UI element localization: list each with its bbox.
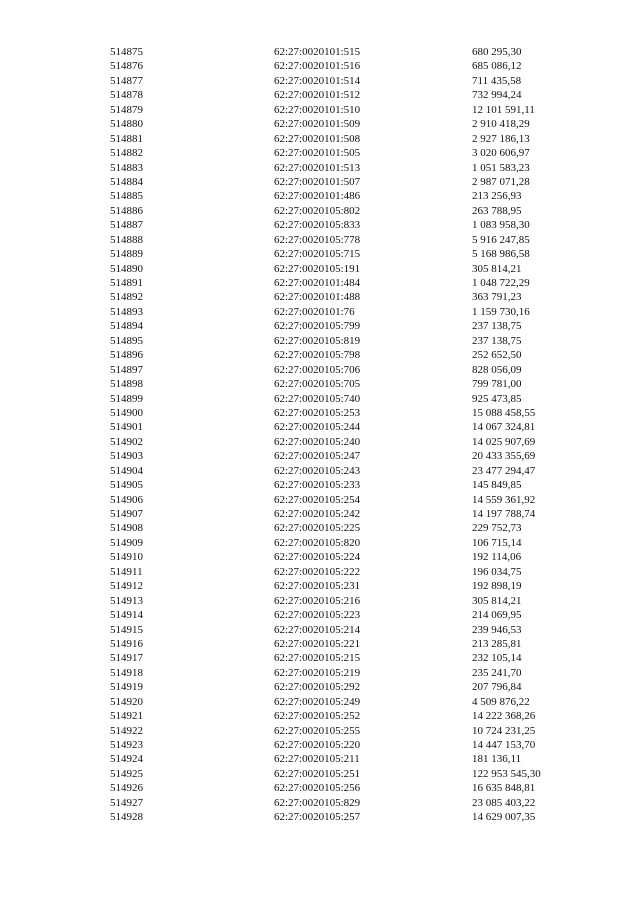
row-number-cell: 514887 — [110, 219, 143, 232]
cadastral-number-cell: 62:27:0020105:292 — [274, 681, 361, 694]
cadastral-number-cell: 62:27:0020105:219 — [274, 666, 361, 679]
cadastral-number-cell: 62:27:0020105:247 — [274, 450, 361, 463]
table-row — [0, 204, 640, 218]
cadastral-number-cell: 62:27:0020105:221 — [274, 637, 361, 650]
cadastral-number-cell: 62:27:0020101:484 — [274, 277, 361, 289]
value-cell: 14 222 368,26 — [472, 710, 536, 723]
row-number-cell: 514912 — [110, 580, 143, 593]
row-number-cell: 514885 — [110, 190, 143, 203]
value-cell: 5 168 986,58 — [472, 248, 530, 261]
table-row — [0, 752, 640, 766]
cadastral-number-cell: 62:27:0020105:820 — [274, 536, 361, 549]
value-cell: 213 256,93 — [472, 190, 522, 203]
row-number-cell: 514927 — [110, 796, 143, 809]
table-row — [0, 565, 640, 579]
cadastral-number-cell: 62:27:0020105:224 — [274, 551, 361, 564]
value-cell: 711 435,58 — [472, 74, 522, 87]
cadastral-number-cell: 62:27:0020105:256 — [274, 782, 361, 795]
cadastral-number-cell: 62:27:0020101:486 — [274, 190, 361, 203]
cadastral-number-cell: 62:27:0020105:249 — [274, 695, 361, 708]
table-row — [0, 348, 640, 362]
row-number-cell: 514899 — [110, 392, 143, 405]
row-number-cell: 514905 — [110, 479, 143, 492]
cadastral-number-cell: 62:27:0020101:76 — [274, 305, 355, 318]
cadastral-number-cell: 62:27:0020101:488 — [274, 291, 361, 304]
table-row — [0, 594, 640, 608]
row-number-cell: 514888 — [110, 233, 143, 246]
table-row — [0, 175, 640, 189]
row-number-cell: 514877 — [110, 74, 143, 87]
value-cell: 5 916 247,85 — [472, 233, 530, 246]
table-row — [0, 449, 640, 463]
value-cell: 685 086,12 — [472, 60, 522, 73]
cadastral-number-cell: 62:27:0020105:211 — [274, 753, 360, 766]
table-row — [0, 247, 640, 261]
cadastral-number-cell: 62:27:0020101:512 — [274, 89, 361, 102]
table-row — [0, 666, 640, 680]
cadastral-number-cell: 62:27:0020105:802 — [274, 204, 361, 217]
row-number-cell: 514928 — [110, 811, 143, 824]
value-cell: 145 849,85 — [472, 479, 522, 492]
row-number-cell: 514908 — [110, 522, 143, 535]
cadastral-number-cell: 62:27:0020105:706 — [274, 363, 361, 376]
table-row — [0, 493, 640, 507]
row-number-cell: 514896 — [110, 349, 143, 362]
row-number-cell: 514916 — [110, 637, 143, 650]
table-row — [0, 334, 640, 348]
row-number-cell: 514895 — [110, 334, 143, 347]
value-cell: 1 048 722,29 — [472, 277, 530, 289]
row-number-cell: 514924 — [110, 753, 143, 766]
table-row — [0, 478, 640, 492]
row-number-cell: 514920 — [110, 695, 143, 708]
table-row — [0, 579, 640, 593]
table-row — [0, 623, 640, 637]
cadastral-number-cell: 62:27:0020105:252 — [274, 710, 361, 723]
value-cell: 3 020 606,97 — [472, 147, 530, 160]
table-row — [0, 262, 640, 276]
table-row — [0, 74, 640, 88]
value-cell: 680 295,30 — [472, 46, 522, 58]
table-row — [0, 536, 640, 550]
value-cell: 252 652,50 — [472, 349, 522, 362]
table-row — [0, 420, 640, 434]
row-number-cell: 514925 — [110, 767, 143, 780]
cadastral-number-cell: 62:27:0020105:819 — [274, 334, 361, 347]
table-row — [0, 651, 640, 665]
table-row — [0, 218, 640, 232]
cadastral-number-cell: 62:27:0020101:515 — [274, 46, 361, 58]
table-row — [0, 767, 640, 781]
table-row — [0, 796, 640, 810]
value-cell: 4 509 876,22 — [472, 695, 530, 708]
table-row — [0, 161, 640, 175]
value-cell: 14 629 007,35 — [472, 811, 536, 824]
table-row — [0, 363, 640, 377]
table-row — [0, 45, 640, 59]
table-row — [0, 117, 640, 131]
row-number-cell: 514900 — [110, 406, 143, 419]
value-cell: 192 114,06 — [472, 551, 522, 564]
value-cell: 122 953 545,30 — [472, 767, 541, 780]
row-number-cell: 514883 — [110, 161, 143, 174]
cadastral-number-cell: 62:27:0020105:705 — [274, 378, 361, 391]
value-cell: 235 241,70 — [472, 666, 522, 679]
row-number-cell: 514911 — [110, 565, 143, 578]
value-cell: 2 910 418,29 — [472, 118, 530, 131]
value-cell: 2 987 071,28 — [472, 175, 530, 188]
cadastral-number-cell: 62:27:0020105:253 — [274, 406, 361, 419]
value-cell: 20 433 355,69 — [472, 450, 536, 463]
cadastral-number-cell: 62:27:0020101:510 — [274, 103, 361, 116]
table-row — [0, 290, 640, 304]
value-cell: 15 088 458,55 — [472, 406, 536, 419]
value-cell: 23 477 294,47 — [472, 464, 536, 477]
cadastral-number-cell: 62:27:0020105:798 — [274, 349, 361, 362]
cadastral-number-cell: 62:27:0020105:223 — [274, 609, 361, 622]
row-number-cell: 514881 — [110, 132, 143, 145]
value-cell: 828 056,09 — [472, 363, 522, 376]
cadastral-number-cell: 62:27:0020105:243 — [274, 464, 361, 477]
cadastral-number-cell: 62:27:0020105:222 — [274, 565, 361, 578]
table-row — [0, 637, 640, 651]
row-number-cell: 514884 — [110, 175, 143, 188]
row-number-cell: 514926 — [110, 782, 143, 795]
value-cell: 14 025 907,69 — [472, 435, 536, 448]
table-row — [0, 305, 640, 319]
cadastral-number-cell: 62:27:0020105:231 — [274, 580, 361, 593]
cadastral-number-cell: 62:27:0020105:799 — [274, 320, 361, 333]
cadastral-number-cell: 62:27:0020101:507 — [274, 175, 361, 188]
value-cell: 14 067 324,81 — [472, 421, 536, 434]
value-cell: 229 752,73 — [472, 522, 522, 535]
value-cell: 16 635 848,81 — [472, 782, 536, 795]
value-cell: 14 447 153,70 — [472, 739, 536, 751]
cadastral-number-cell: 62:27:0020101:509 — [274, 118, 361, 131]
cadastral-number-cell: 62:27:0020105:740 — [274, 392, 361, 405]
row-number-cell: 514897 — [110, 363, 143, 376]
table-row — [0, 103, 640, 117]
row-number-cell: 514876 — [110, 60, 143, 73]
cadastral-number-cell: 62:27:0020105:242 — [274, 508, 361, 520]
value-cell: 192 898,19 — [472, 580, 522, 593]
cadastral-number-cell: 62:27:0020105:829 — [274, 796, 361, 809]
row-number-cell: 514886 — [110, 204, 143, 217]
value-cell: 799 781,00 — [472, 378, 522, 391]
table-row — [0, 680, 640, 694]
table-row — [0, 377, 640, 391]
cadastral-number-cell: 62:27:0020101:514 — [274, 74, 361, 87]
row-number-cell: 514917 — [110, 652, 143, 665]
row-number-cell: 514902 — [110, 435, 143, 448]
value-cell: 12 101 591,11 — [472, 103, 535, 116]
value-cell: 23 085 403,22 — [472, 796, 536, 809]
table-row — [0, 392, 640, 406]
table-row — [0, 406, 640, 420]
row-number-cell: 514891 — [110, 277, 143, 289]
value-cell: 232 105,14 — [472, 652, 522, 665]
row-number-cell: 514901 — [110, 421, 143, 434]
row-number-cell: 514898 — [110, 378, 143, 391]
row-number-cell: 514915 — [110, 623, 143, 636]
row-number-cell: 514913 — [110, 594, 143, 607]
cadastral-number-cell: 62:27:0020105:244 — [274, 421, 361, 434]
cadastral-number-cell: 62:27:0020105:225 — [274, 522, 361, 535]
value-cell: 1 083 958,30 — [472, 219, 530, 232]
cadastral-number-cell: 62:27:0020105:833 — [274, 219, 361, 232]
value-cell: 1 051 583,23 — [472, 161, 530, 174]
cadastral-number-cell: 62:27:0020105:215 — [274, 652, 361, 665]
row-number-cell: 514906 — [110, 493, 143, 506]
table-row — [0, 464, 640, 478]
table-row — [0, 146, 640, 160]
row-number-cell: 514907 — [110, 508, 143, 520]
table-row — [0, 521, 640, 535]
value-cell: 1 159 730,16 — [472, 305, 530, 318]
value-cell: 14 197 788,74 — [472, 508, 536, 520]
row-number-cell: 514878 — [110, 89, 143, 102]
table-row — [0, 319, 640, 333]
value-cell: 305 814,21 — [472, 594, 522, 607]
cadastral-number-cell: 62:27:0020105:233 — [274, 479, 361, 492]
row-number-cell: 514890 — [110, 262, 143, 275]
row-number-cell: 514892 — [110, 291, 143, 304]
value-cell: 207 796,84 — [472, 681, 522, 694]
cadastral-number-cell: 62:27:0020105:214 — [274, 623, 361, 636]
row-number-cell: 514918 — [110, 666, 143, 679]
row-number-cell: 514919 — [110, 681, 143, 694]
table-row — [0, 435, 640, 449]
table-row — [0, 276, 640, 290]
value-cell: 196 034,75 — [472, 565, 522, 578]
table-row — [0, 738, 640, 752]
cadastral-number-cell: 62:27:0020105:254 — [274, 493, 361, 506]
table-row — [0, 507, 640, 521]
row-number-cell: 514921 — [110, 710, 143, 723]
value-cell: 14 559 361,92 — [472, 493, 536, 506]
row-number-cell: 514903 — [110, 450, 143, 463]
row-number-cell: 514880 — [110, 118, 143, 131]
cadastral-number-cell: 62:27:0020105:255 — [274, 724, 361, 737]
row-number-cell: 514910 — [110, 551, 143, 564]
value-cell: 10 724 231,25 — [472, 724, 536, 737]
value-cell: 213 285,81 — [472, 637, 522, 650]
cadastral-number-cell: 62:27:0020105:191 — [274, 262, 361, 275]
value-cell: 239 946,53 — [472, 623, 522, 636]
value-cell: 2 927 186,13 — [472, 132, 530, 145]
value-cell: 732 994,24 — [472, 89, 522, 102]
cadastral-number-cell: 62:27:0020101:513 — [274, 161, 361, 174]
table-row — [0, 810, 640, 824]
value-cell: 305 814,21 — [472, 262, 522, 275]
row-number-cell: 514909 — [110, 536, 143, 549]
value-cell: 363 791,23 — [472, 291, 522, 304]
row-number-cell: 514914 — [110, 609, 143, 622]
cadastral-number-cell: 62:27:0020105:220 — [274, 739, 361, 751]
value-cell: 237 138,75 — [472, 334, 522, 347]
cadastral-number-cell: 62:27:0020105:216 — [274, 594, 361, 607]
value-cell: 925 473,85 — [472, 392, 522, 405]
cadastral-number-cell: 62:27:0020101:508 — [274, 132, 361, 145]
cadastral-number-cell: 62:27:0020105:715 — [274, 248, 361, 261]
row-number-cell: 514882 — [110, 147, 143, 160]
cadastral-number-cell: 62:27:0020101:505 — [274, 147, 361, 160]
cadastral-number-cell: 62:27:0020105:251 — [274, 767, 361, 780]
value-cell: 237 138,75 — [472, 320, 522, 333]
table-row — [0, 608, 640, 622]
data-table — [0, 45, 640, 825]
row-number-cell: 514923 — [110, 739, 143, 751]
table-row — [0, 709, 640, 723]
row-number-cell: 514904 — [110, 464, 143, 477]
value-cell: 181 136,11 — [472, 753, 522, 766]
row-number-cell: 514889 — [110, 248, 143, 261]
table-row — [0, 132, 640, 146]
value-cell: 263 788,95 — [472, 204, 522, 217]
value-cell: 214 069,95 — [472, 609, 522, 622]
table-row — [0, 88, 640, 102]
cadastral-number-cell: 62:27:0020105:257 — [274, 811, 361, 824]
row-number-cell: 514894 — [110, 320, 143, 333]
table-row — [0, 550, 640, 564]
cadastral-number-cell: 62:27:0020101:516 — [274, 60, 361, 73]
cadastral-number-cell: 62:27:0020105:778 — [274, 233, 361, 246]
table-row — [0, 189, 640, 203]
cadastral-number-cell: 62:27:0020105:240 — [274, 435, 361, 448]
value-cell: 106 715,14 — [472, 536, 522, 549]
table-row — [0, 695, 640, 709]
table-row — [0, 724, 640, 738]
row-number-cell: 514922 — [110, 724, 143, 737]
row-number-cell: 514893 — [110, 305, 143, 318]
table-row — [0, 59, 640, 73]
table-row — [0, 781, 640, 795]
row-number-cell: 514879 — [110, 103, 143, 116]
table-row — [0, 233, 640, 247]
row-number-cell: 514875 — [110, 46, 143, 58]
